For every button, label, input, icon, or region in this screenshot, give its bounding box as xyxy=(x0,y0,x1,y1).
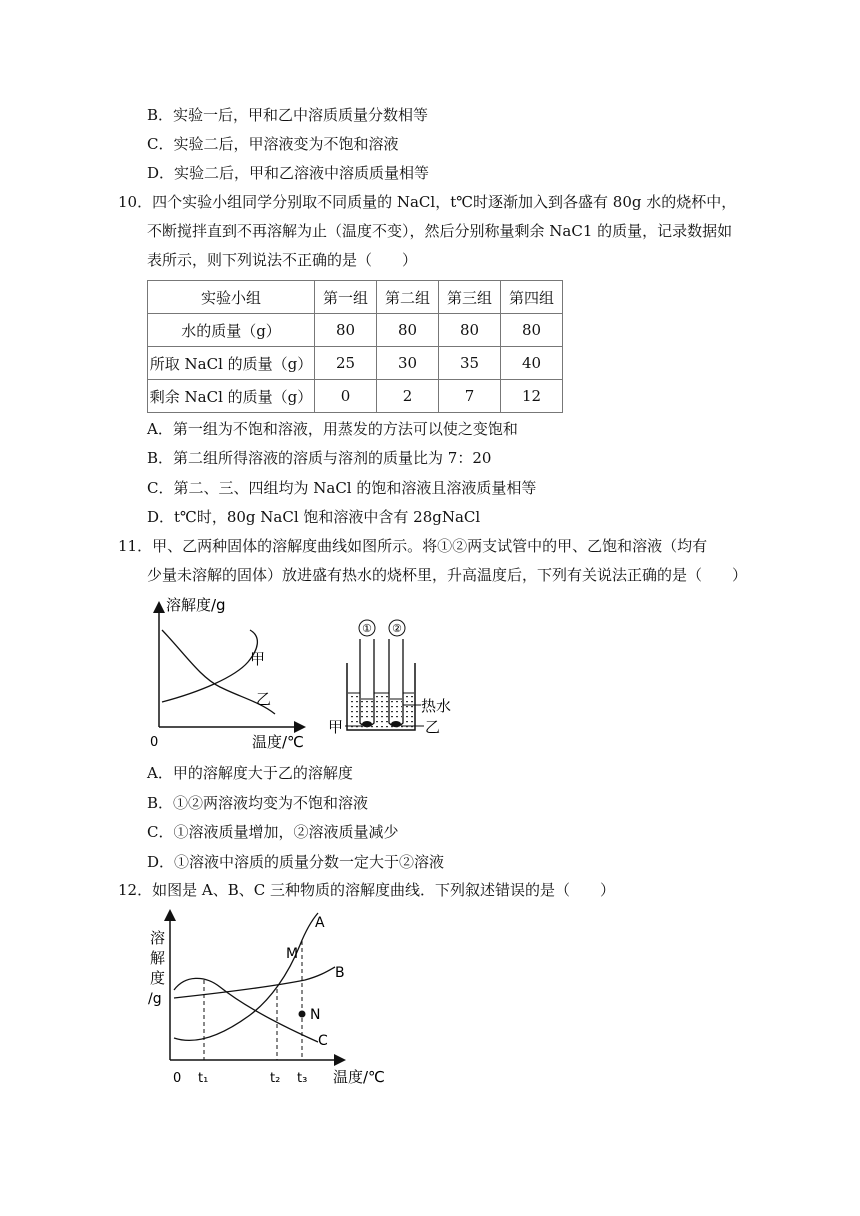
solid-jia xyxy=(362,721,372,727)
q12-solubility-graph xyxy=(140,905,400,1095)
y-label-char: 溶 xyxy=(150,929,166,947)
y-label-char: /g xyxy=(148,991,162,1007)
q11-stem-line1: 11．甲、乙两种固体的溶解度曲线如图所示。将①②两支试管中的甲、乙饱和溶液（均有 xyxy=(118,537,708,555)
tick-t1: t₁ xyxy=(198,1071,209,1086)
curve-b xyxy=(174,967,335,998)
q9-option-c: C．实验二后，甲溶液变为不饱和溶液 xyxy=(147,135,399,153)
q9-option-b: B．实验一后，甲和乙中溶质质量分数相等 xyxy=(147,106,429,124)
table-cell: 0 xyxy=(315,380,377,413)
table-cell: 2 xyxy=(377,380,439,413)
q10-option-c: C．第二、三、四组均为 NaCl 的饱和溶液且溶液质量相等 xyxy=(147,479,537,497)
point-label-n: N xyxy=(310,1007,321,1023)
jia-label: 甲 xyxy=(328,718,344,736)
table-cell: 80 xyxy=(315,314,377,347)
q11-solubility-graph xyxy=(140,592,320,757)
curve-label-a: A xyxy=(315,915,325,931)
curve-c xyxy=(174,978,321,1042)
q11-option-d: D．①溶液中溶质的质量分数一定大于②溶液 xyxy=(147,853,445,871)
table-cell: 80 xyxy=(439,314,501,347)
q10-stem-line3: 表所示，则下列说法不正确的是（ ） xyxy=(147,251,418,269)
table-header-cell: 第一组 xyxy=(315,281,377,314)
curve-label-yi: 乙 xyxy=(256,690,272,708)
curve-a xyxy=(174,913,321,1040)
q10-stem-line1: 10．四个实验小组同学分别取不同质量的 NaCl，t℃时逐渐加入到各盛有 80g 水的烧杯中， xyxy=(118,193,737,211)
q11-beaker-diagram xyxy=(325,615,475,740)
table-header-cell: 第四组 xyxy=(501,281,563,314)
table-cell: 剩余 NaCl 的质量（g） xyxy=(148,380,315,413)
table-cell: 40 xyxy=(501,347,563,380)
y-axis-label: 溶解度/g xyxy=(166,596,226,614)
table-cell: 80 xyxy=(501,314,563,347)
y-label-char: 度 xyxy=(150,969,166,987)
table-cell: 80 xyxy=(377,314,439,347)
curve-label-c: C xyxy=(318,1033,328,1049)
table-row xyxy=(148,314,563,347)
table-cell: 12 xyxy=(501,380,563,413)
curve-jia xyxy=(162,630,257,702)
q9-option-d: D．实验二后，甲和乙溶液中溶质质量相等 xyxy=(147,164,430,182)
x-axis-label: 温度/℃ xyxy=(252,733,304,751)
table-row xyxy=(148,380,563,413)
q11-stem-line2: 少量未溶解的固体）放进盛有热水的烧杯里，升高温度后，下列有关说法正确的是（ ） xyxy=(147,566,748,584)
hot-water-label: 热水 xyxy=(421,697,452,715)
point-label-m: M xyxy=(286,946,299,962)
table-cell: 35 xyxy=(439,347,501,380)
q10-option-d: D．t℃时，80g NaCl 饱和溶液中含有 28gNaCl xyxy=(147,508,481,526)
q11-option-a: A．甲的溶解度大于乙的溶解度 xyxy=(147,764,353,782)
q10-stem-line2: 不断搅拌直到不再溶解为止（温度不变），然后分别称量剩余 NaC1 的质量，记录数据如 xyxy=(147,222,733,240)
x-axis-label: 温度/℃ xyxy=(333,1068,385,1086)
origin-label: 0 xyxy=(173,1071,182,1086)
table-cell: 所取 NaCl 的质量（g） xyxy=(148,347,315,380)
table-header-row xyxy=(148,281,563,314)
q10-data-table xyxy=(147,280,563,413)
hot-water xyxy=(348,693,414,729)
table-header-cell: 第二组 xyxy=(377,281,439,314)
table-cell: 25 xyxy=(315,347,377,380)
table-cell: 水的质量（g） xyxy=(148,314,315,347)
solid-yi xyxy=(391,721,401,727)
origin-label: 0 xyxy=(150,735,159,750)
table-cell: 30 xyxy=(377,347,439,380)
tick-t2: t₂ xyxy=(270,1071,281,1086)
table-row xyxy=(148,347,563,380)
yi-label: 乙 xyxy=(425,718,441,736)
q12-stem: 12．如图是 A、B、C 三种物质的溶解度曲线．下列叙述错误的是（ ） xyxy=(118,881,615,899)
table-header-cell: 第三组 xyxy=(439,281,501,314)
q10-option-a: A．第一组为不饱和溶液，用蒸发的方法可以使之变饱和 xyxy=(147,420,518,438)
tick-t3: t₃ xyxy=(297,1071,308,1086)
tube2-label: ② xyxy=(392,622,402,635)
y-label-char: 解 xyxy=(150,949,166,967)
curve-label-b: B xyxy=(335,965,345,981)
curve-label-jia: 甲 xyxy=(250,650,266,668)
point-n xyxy=(299,1011,306,1018)
q10-option-b: B．第二组所得溶液的溶质与溶剂的质量比为 7：20 xyxy=(147,449,492,467)
q11-option-b: B．①②两溶液均变为不饱和溶液 xyxy=(147,794,369,812)
tube1-label: ① xyxy=(362,622,372,635)
q11-option-c: C．①溶液质量增加，②溶液质量减少 xyxy=(147,823,399,841)
table-header-cell: 实验小组 xyxy=(148,281,315,314)
table-cell: 7 xyxy=(439,380,501,413)
